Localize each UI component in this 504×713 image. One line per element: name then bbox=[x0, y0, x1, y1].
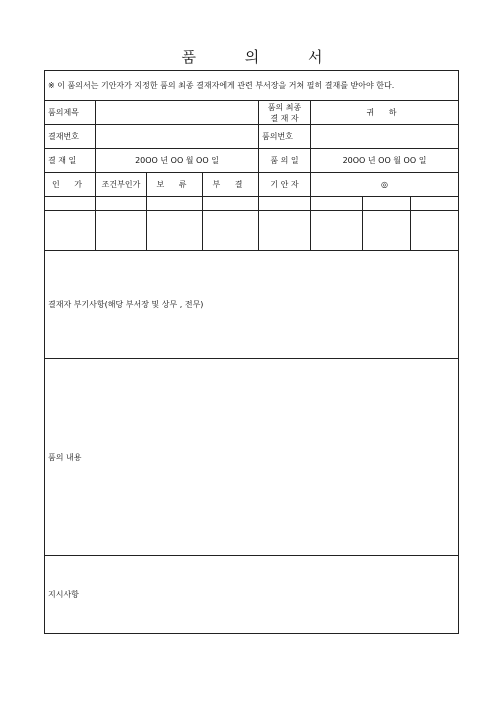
final-approver-label bbox=[259, 101, 311, 125]
approval-no-label: 결재번호 bbox=[45, 125, 96, 149]
reject-label: 부 결 bbox=[203, 173, 259, 197]
approver-notes-label: 결재자 부기사항(해당 부서장 및 상무 , 전무) bbox=[48, 300, 204, 309]
approve-label: 인 가 bbox=[45, 173, 96, 197]
content-label: 품의 내용 bbox=[48, 452, 82, 462]
request-date-label: 품 의 일 bbox=[259, 149, 311, 173]
extra-sign-top-2[interactable] bbox=[363, 197, 411, 211]
approve-sign[interactable] bbox=[45, 211, 96, 251]
drafter-sign-top[interactable] bbox=[259, 197, 311, 211]
instructions-label: 지시사항 bbox=[48, 590, 79, 599]
drafter-sign[interactable] bbox=[259, 211, 311, 251]
content-section[interactable] bbox=[45, 359, 459, 556]
request-no-label: 품의번호 bbox=[259, 125, 311, 149]
notice-text: ※ 이 품의서는 기안자가 지정한 품의 최종 결재자에게 관련 부서장을 거쳐 필히 결재를 받아야 한다. bbox=[45, 71, 459, 101]
approve-sign-top[interactable] bbox=[45, 197, 96, 211]
reject-sign[interactable] bbox=[203, 211, 259, 251]
drafter-label: 기 안 자 bbox=[259, 173, 311, 197]
conditional-sign[interactable] bbox=[96, 211, 147, 251]
approver-notes-section[interactable] bbox=[45, 251, 459, 359]
request-no-field[interactable] bbox=[311, 125, 459, 149]
extra-sign-top-3[interactable] bbox=[411, 197, 459, 211]
final-approver-label-line2: 결 재 자 bbox=[270, 113, 299, 123]
hold-sign[interactable] bbox=[147, 211, 203, 251]
hold-label: 보 류 bbox=[147, 173, 203, 197]
title-char-1: 품 bbox=[181, 48, 196, 66]
conditional-sign-top[interactable] bbox=[96, 197, 147, 211]
approval-no-field[interactable] bbox=[96, 125, 259, 149]
approval-date-label: 결 재 일 bbox=[45, 149, 96, 173]
conditional-label: 조건부인가 bbox=[96, 173, 147, 197]
title-char-3: 서 bbox=[308, 48, 323, 66]
extra-sign-3[interactable] bbox=[411, 211, 459, 251]
title-char-2: 의 bbox=[244, 48, 260, 66]
subject-field[interactable] bbox=[96, 101, 259, 125]
extra-sign-top-1[interactable] bbox=[311, 197, 363, 211]
extra-sign-1[interactable] bbox=[311, 211, 363, 251]
subject-label: 품의제목 bbox=[45, 101, 96, 125]
final-approver-value[interactable]: 귀 하 bbox=[311, 101, 459, 125]
final-approver-label-line1: 품의 최종 bbox=[267, 102, 302, 112]
request-date-value[interactable]: 20OO 년 OO 월 OO 일 bbox=[311, 149, 459, 173]
hold-sign-top[interactable] bbox=[147, 197, 203, 211]
instructions-section[interactable] bbox=[45, 556, 459, 634]
drafter-mark: ◎ bbox=[311, 173, 459, 197]
document-title bbox=[0, 46, 504, 66]
approval-date-value[interactable]: 20OO 년 OO 월 OO 일 bbox=[96, 149, 259, 173]
request-form bbox=[44, 70, 459, 634]
reject-sign-top[interactable] bbox=[203, 197, 259, 211]
extra-sign-2[interactable] bbox=[363, 211, 411, 251]
